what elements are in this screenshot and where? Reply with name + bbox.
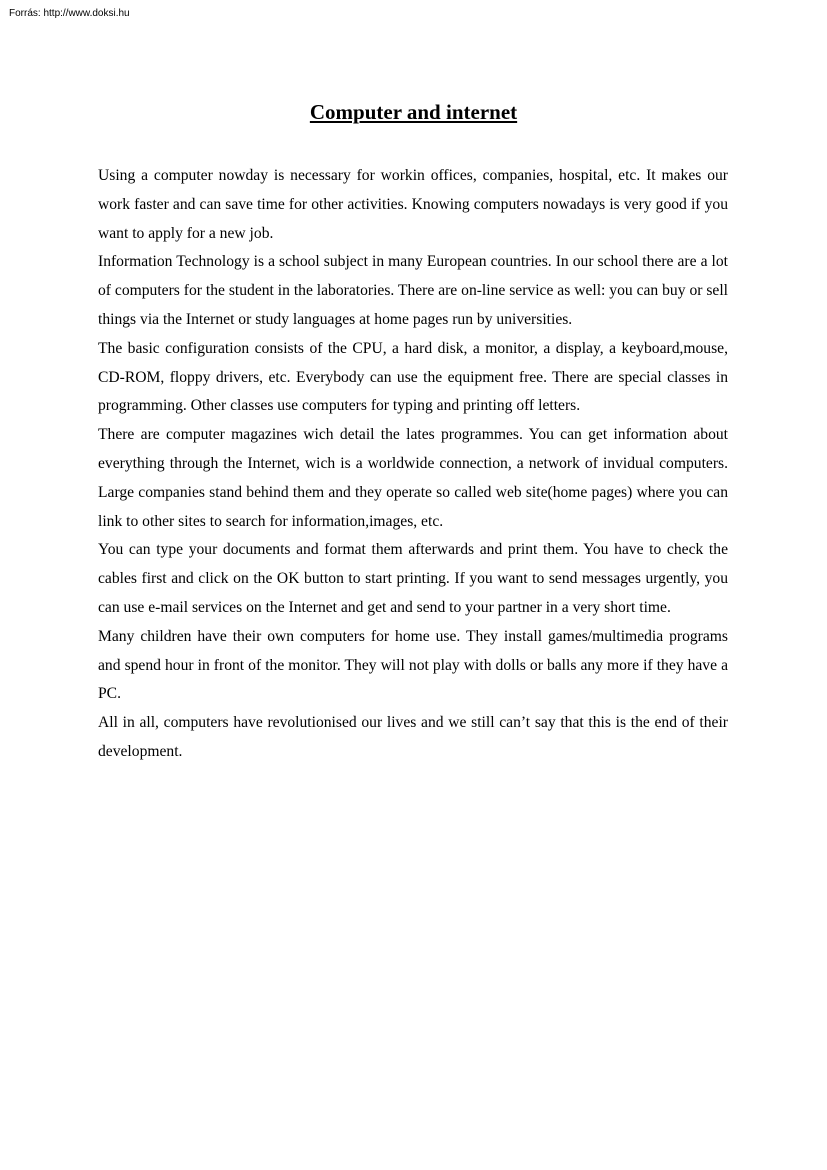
paragraph-3: The basic configuration consists of the CPU, a hard disk, a monitor, a display, a keyboard,mouse, CD-ROM, floppy drivers, etc. Everybody can use the equipment free. There are special classes in programming. Other classes use computers for typing and printing off letters. [98, 339, 728, 415]
document-body [98, 162, 728, 767]
paragraph-1: Using a computer nowday is necessary for workin offices, companies, hospital, etc. It makes our work faster and can save time for other activities. Knowing computers nowadays is very good if you want to apply for a new job. [98, 167, 728, 242]
source-url: Forrás: http://www.doksi.hu [9, 8, 130, 19]
paragraph-6: Many children have their own computers for home use. They install games/multimedia programs and spend hour in front of the monitor. They will not play with dolls or balls any more if they have a PC. [98, 627, 728, 703]
paragraph-7: All in all, computers have revolutionised our lives and we still can’t say that this is the end of their development. [98, 714, 728, 760]
paragraph-5: You can type your documents and format them afterwards and print them. You have to check the cables first and click on the OK button to start printing. If you want to send messages urgently, you can use e-mail services on the Internet and get and send to your partner in a very short time. [98, 541, 728, 616]
paragraph-2: Information Technology is a school subject in many European countries. In our school there are a lot of computers for the student in the laboratories. There are on-line service as well: you can buy or sell things via the Internet or study languages at home pages run by universities. [98, 253, 728, 328]
document-title: Computer and internet [309, 100, 518, 124]
paragraph-4: There are computer magazines wich detail the lates programmes. You can get information about everything through the Internet, wich is a worldwide connection, a network of invidual computers. Large companies stand behind them and they operate so called web site(home pages) where you can link to other sites to search for information,images, etc. [98, 426, 728, 530]
